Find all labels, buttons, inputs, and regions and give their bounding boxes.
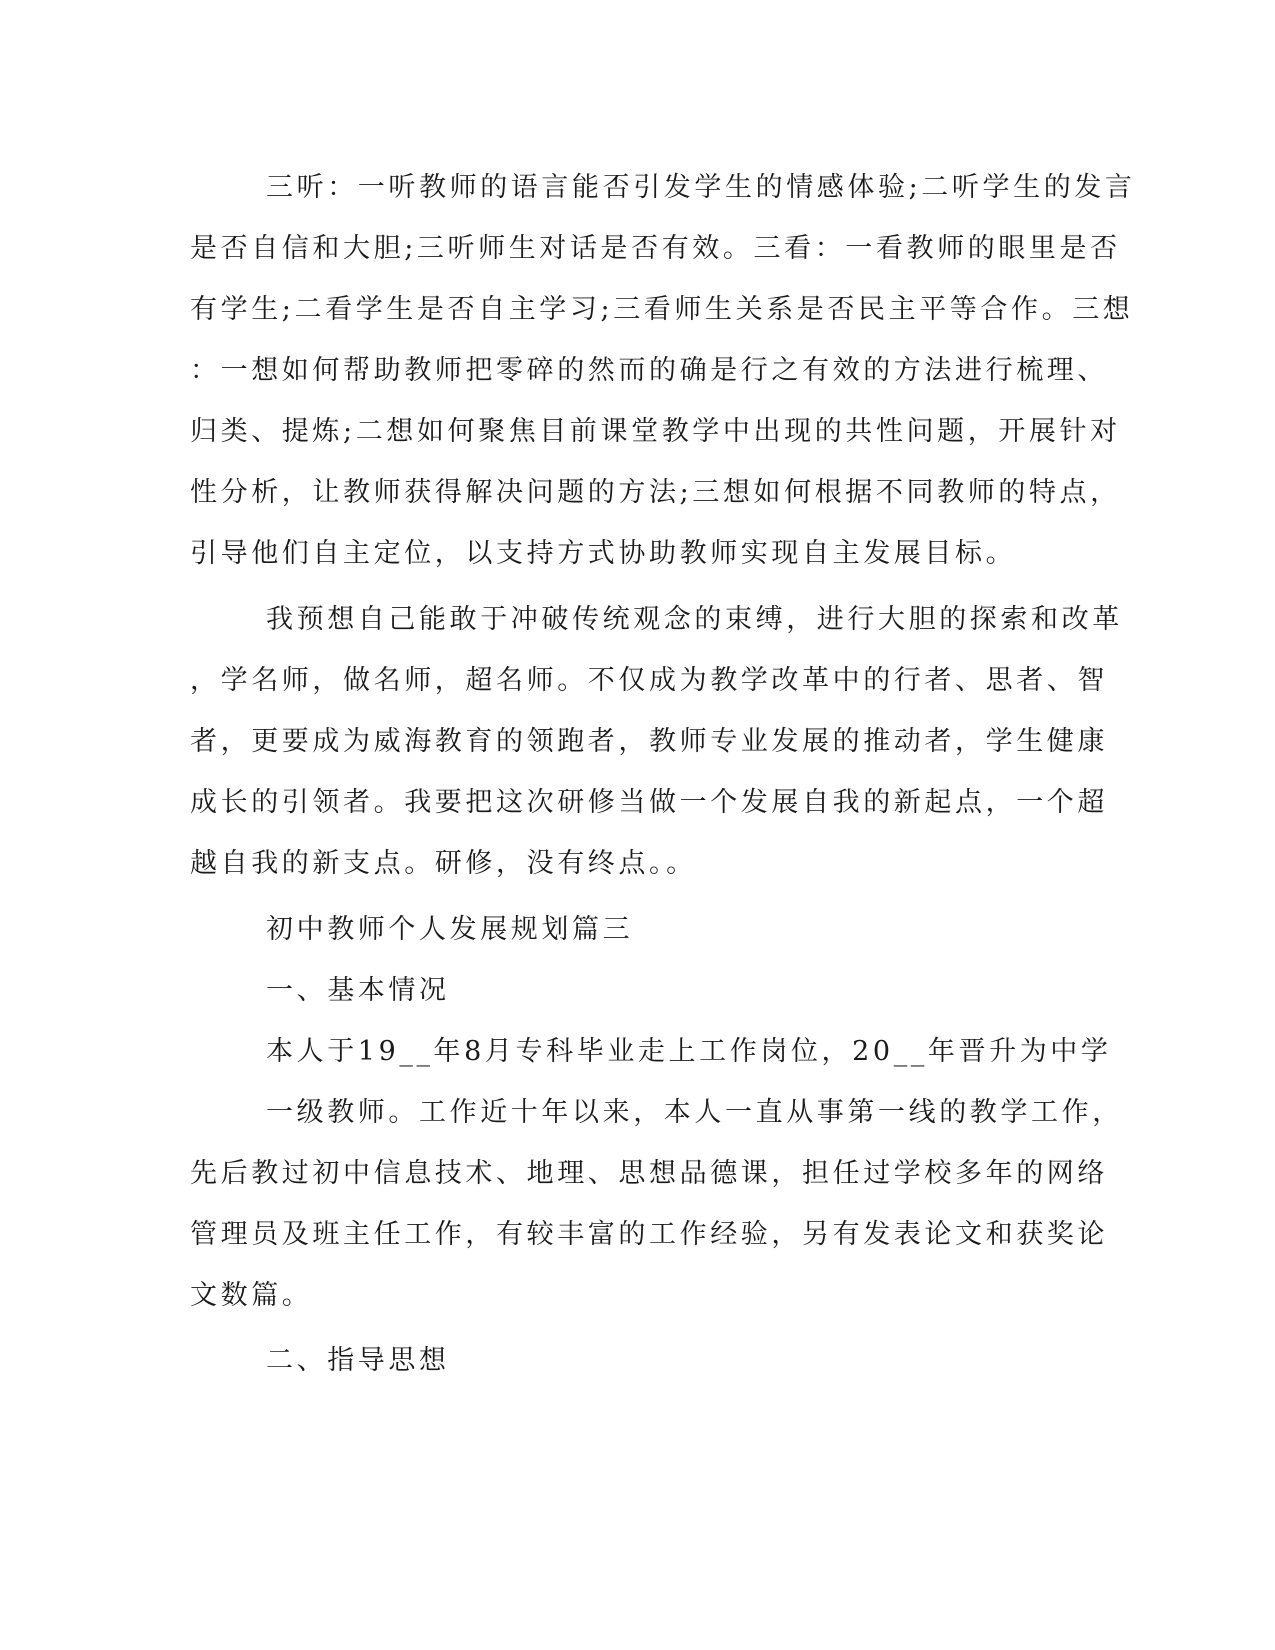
paragraph-line: 者，更要成为威海教育的领跑者，教师专业发展的推动者，学生健康 bbox=[190, 726, 1108, 757]
paragraph-line: 性分析，让教师获得解决问题的方法;三想如何根据不同教师的特点， bbox=[190, 477, 1121, 508]
paragraph-line: 我预想自己能敢于冲破传统观念的束缚，进行大胆的探索和改革 bbox=[266, 604, 1123, 635]
paragraph-line: ：一想如何帮助教师把零碎的然而的确是行之有效的方法进行梳理、 bbox=[190, 355, 1108, 386]
paragraph-line: 成长的引领者。我要把这次研修当做一个发展自我的新起点，一个超 bbox=[190, 787, 1108, 818]
paragraph-line: 是否自信和大胆;三听师生对话是否有效。三看：一看教师的眼里是否 bbox=[190, 233, 1121, 264]
paragraph-line: 三听：一听教师的语言能否引发学生的情感体验;二听学生的发言 bbox=[266, 172, 1136, 203]
paragraph-line: 越自我的新支点。研修，没有终点。。 bbox=[190, 848, 697, 879]
paragraph-line: 归类、提炼;二想如何聚焦目前课堂教学中出现的共性问题，开展针对 bbox=[190, 416, 1121, 447]
paragraph-line: 有学生;二看学生是否自主学习;三看师生关系是否民主平等合作。三想 bbox=[190, 294, 1134, 325]
paragraph-line: 先后教过初中信息技术、地理、思想品德课，担任过学校多年的网络 bbox=[190, 1158, 1108, 1189]
paragraph-line: 一级教师。工作近十年以来，本人一直从事第一线的教学工作， bbox=[266, 1097, 1123, 1128]
section-heading: 初中教师个人发展规划篇三 bbox=[266, 914, 634, 945]
subsection-heading: 一、基本情况 bbox=[266, 975, 450, 1006]
paragraph-line: 管理员及班主任工作，有较丰富的工作经验，另有发表论文和获奖论 bbox=[190, 1219, 1108, 1250]
paragraph-line: ，学名师，做名师，超名师。不仅成为教学改革中的行者、思者、智 bbox=[190, 665, 1108, 696]
paragraph-line: 本人于19__年8月专科毕业走上工作岗位，20__年晋升为中学 bbox=[266, 1036, 1112, 1067]
subsection-heading: 二、指导思想 bbox=[266, 1345, 450, 1376]
paragraph-line: 引导他们自主定位，以支持方式协助教师实现自主发展目标。 bbox=[190, 538, 1017, 569]
paragraph-line: 文数篇。 bbox=[190, 1280, 313, 1311]
